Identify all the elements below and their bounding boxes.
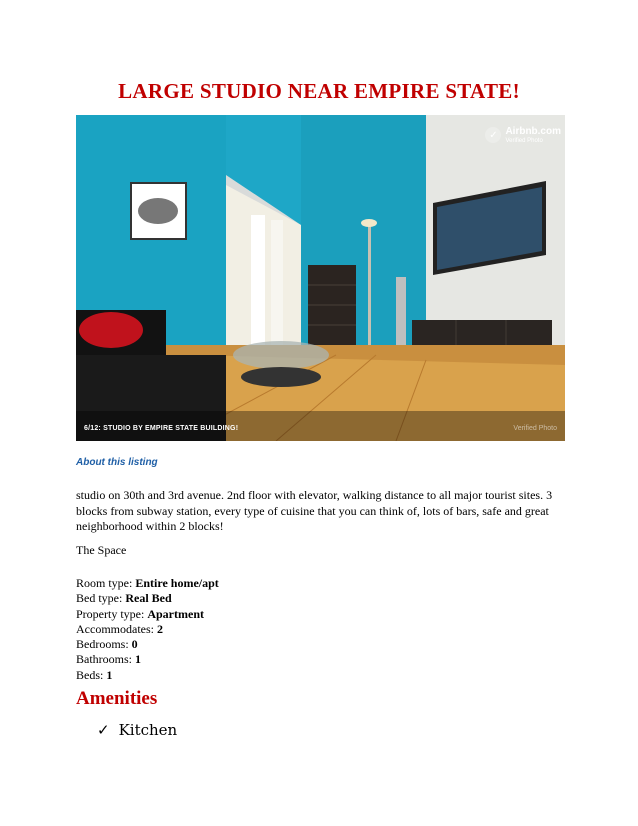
detail-value: 1 (106, 667, 113, 682)
badge-subtitle: Verified Photo (505, 137, 543, 144)
detail-label: Property type: (76, 606, 148, 621)
photo-caption: 6/12: STUDIO BY EMPIRE STATE BUILDING! (84, 425, 239, 432)
amenities-heading: Amenities (76, 688, 158, 709)
detail-label: Room type: (76, 576, 136, 590)
detail-beds (76, 668, 219, 683)
detail-property-type (76, 607, 219, 622)
badge-brand: Airbnb.com (505, 126, 561, 137)
detail-label: Accommodates: (76, 621, 157, 636)
listing-photo (76, 115, 565, 441)
detail-value: Real Bed (125, 591, 172, 606)
amenity-label: Kitchen (118, 721, 178, 739)
space-label: The Space (76, 543, 127, 557)
list-item (97, 721, 177, 739)
listing-title: LARGE STUDIO NEAR EMPIRE STATE! (118, 79, 520, 103)
listing-description: studio on 30th and 3rd avenue. 2nd floor with elevator, walking distance to all major tourist sites. 3 blocks from subway station, every type of cuisine that you can think of, lots of bars, safe and great neighborhood within 2 blocks! (76, 488, 553, 533)
detail-bed-type (76, 591, 219, 606)
airbnb-verified-badge (485, 127, 561, 144)
detail-bedrooms (76, 637, 219, 652)
detail-bathrooms (76, 652, 219, 667)
detail-label: Bed type: (76, 591, 126, 606)
verified-check-icon: ✓ (485, 127, 501, 143)
listing-details (76, 576, 219, 683)
detail-value: Apartment (147, 606, 204, 621)
detail-accommodates (76, 622, 219, 637)
checkmark-icon: ✓ (97, 721, 110, 739)
detail-label: Bathrooms: (76, 652, 135, 667)
detail-value: 1 (135, 652, 141, 667)
amenities-list (97, 721, 177, 739)
photo-corner-label: Verified Photo (513, 425, 557, 432)
detail-value: 0 (131, 637, 138, 652)
detail-value: 2 (156, 621, 163, 636)
detail-value: Entire home/apt (135, 576, 219, 590)
detail-room-type (76, 576, 219, 591)
about-heading: About this listing (76, 457, 158, 468)
detail-label: Bedrooms: (76, 637, 132, 652)
room-photo-illustration (76, 115, 565, 441)
detail-label: Beds: (76, 667, 107, 682)
